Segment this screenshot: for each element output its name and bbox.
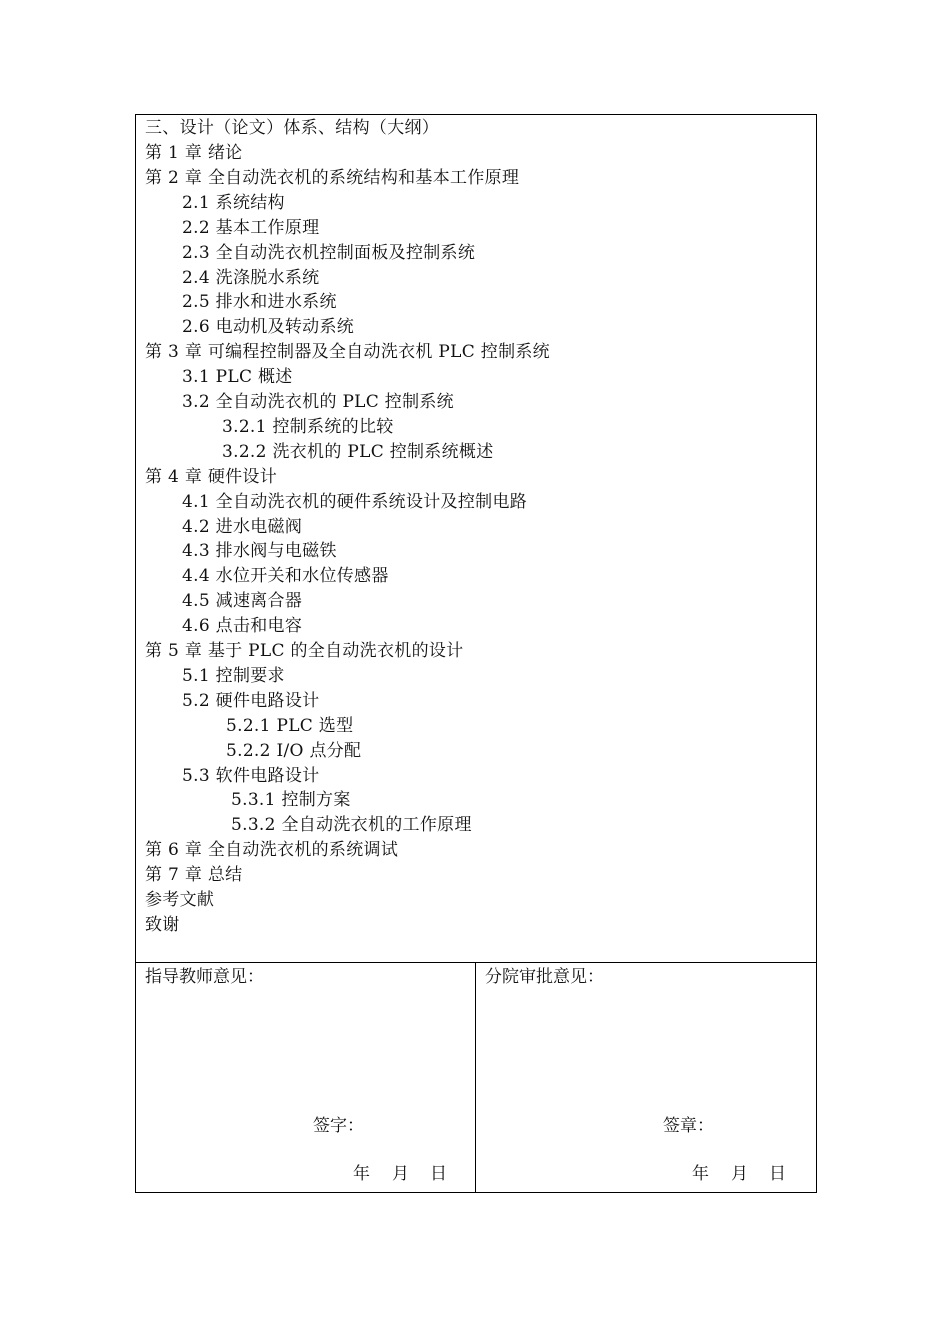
outline-section-item: 2.4 洗涤脱水系统	[182, 268, 320, 288]
outline-chapter-item: 第 7 章 总结	[145, 865, 243, 885]
outline-section-item: 5.3 软件电路设计	[182, 766, 320, 786]
outline-subsection-item: 5.3.1 控制方案	[231, 790, 351, 810]
advisor-opinion-cell	[136, 963, 476, 1192]
opinion-row	[136, 963, 816, 1192]
outline-section-item: 4.1 全自动洗衣机的硬件系统设计及控制电路	[182, 492, 528, 512]
outline-section-item: 2.6 电动机及转动系统	[182, 317, 355, 337]
outline-section-item: 2.3 全自动洗衣机控制面板及控制系统	[182, 243, 476, 263]
outline-cell	[136, 115, 816, 963]
advisor-date-month: 月	[392, 1164, 409, 1184]
outline-section-item: 2.2 基本工作原理	[182, 218, 320, 238]
department-opinion-cell	[476, 963, 816, 1192]
outline-subsection-item: 5.3.2 全自动洗衣机的工作原理	[231, 815, 472, 835]
advisor-date-day: 日	[430, 1164, 447, 1184]
outline-subsection-item: 5.2.1 PLC 选型	[226, 716, 354, 736]
advisor-signature-label: 签字：	[313, 1116, 364, 1136]
outline-section-item: 2.1 系统结构	[182, 193, 285, 213]
outline-section-item: 5.2 硬件电路设计	[182, 691, 320, 711]
outline-subsection-item: 3.2.2 洗衣机的 PLC 控制系统概述	[222, 442, 494, 462]
outline-chapter-item: 致谢	[145, 915, 180, 935]
outline-section-item: 4.5 减速离合器	[182, 591, 303, 611]
outline-subsection-item: 5.2.2 I/O 点分配	[226, 741, 362, 761]
department-opinion-label: 分院审批意见：	[485, 967, 604, 987]
outline-section-item: 3.2 全自动洗衣机的 PLC 控制系统	[182, 392, 454, 412]
department-date-month: 月	[731, 1164, 748, 1184]
outline-chapter-item: 第 2 章 全自动洗衣机的系统结构和基本工作原理	[145, 168, 520, 188]
outline-chapter-item: 第 1 章 绪论	[145, 143, 243, 163]
outline-section-item: 4.6 点击和电容	[182, 616, 303, 636]
outline-heading: 三、设计（论文）体系、结构（大纲）	[145, 118, 440, 138]
outline-chapter-item: 参考文献	[145, 890, 215, 910]
proposal-form-table	[135, 114, 817, 1193]
advisor-opinion-label: 指导教师意见：	[145, 967, 264, 987]
outline-chapter-item: 第 6 章 全自动洗衣机的系统调试	[145, 840, 399, 860]
outline-subsection-item: 3.2.1 控制系统的比较	[222, 417, 394, 437]
outline-section-item: 5.1 控制要求	[182, 666, 285, 686]
department-seal-label: 签章：	[663, 1116, 714, 1136]
outline-section-item: 3.1 PLC 概述	[182, 367, 293, 387]
advisor-date-year: 年	[353, 1164, 370, 1184]
outline-section-item: 2.5 排水和进水系统	[182, 292, 337, 312]
outline-chapter-item: 第 4 章 硬件设计	[145, 467, 278, 487]
outline-section-item: 4.2 进水电磁阀	[182, 517, 303, 537]
outline-section-item: 4.3 排水阀与电磁铁	[182, 541, 337, 561]
outline-chapter-item: 第 3 章 可编程控制器及全自动洗衣机 PLC 控制系统	[145, 342, 550, 362]
department-date-year: 年	[692, 1164, 709, 1184]
outline-section-item: 4.4 水位开关和水位传感器	[182, 566, 389, 586]
department-date-day: 日	[769, 1164, 786, 1184]
outline-chapter-item: 第 5 章 基于 PLC 的全自动洗衣机的设计	[145, 641, 464, 661]
